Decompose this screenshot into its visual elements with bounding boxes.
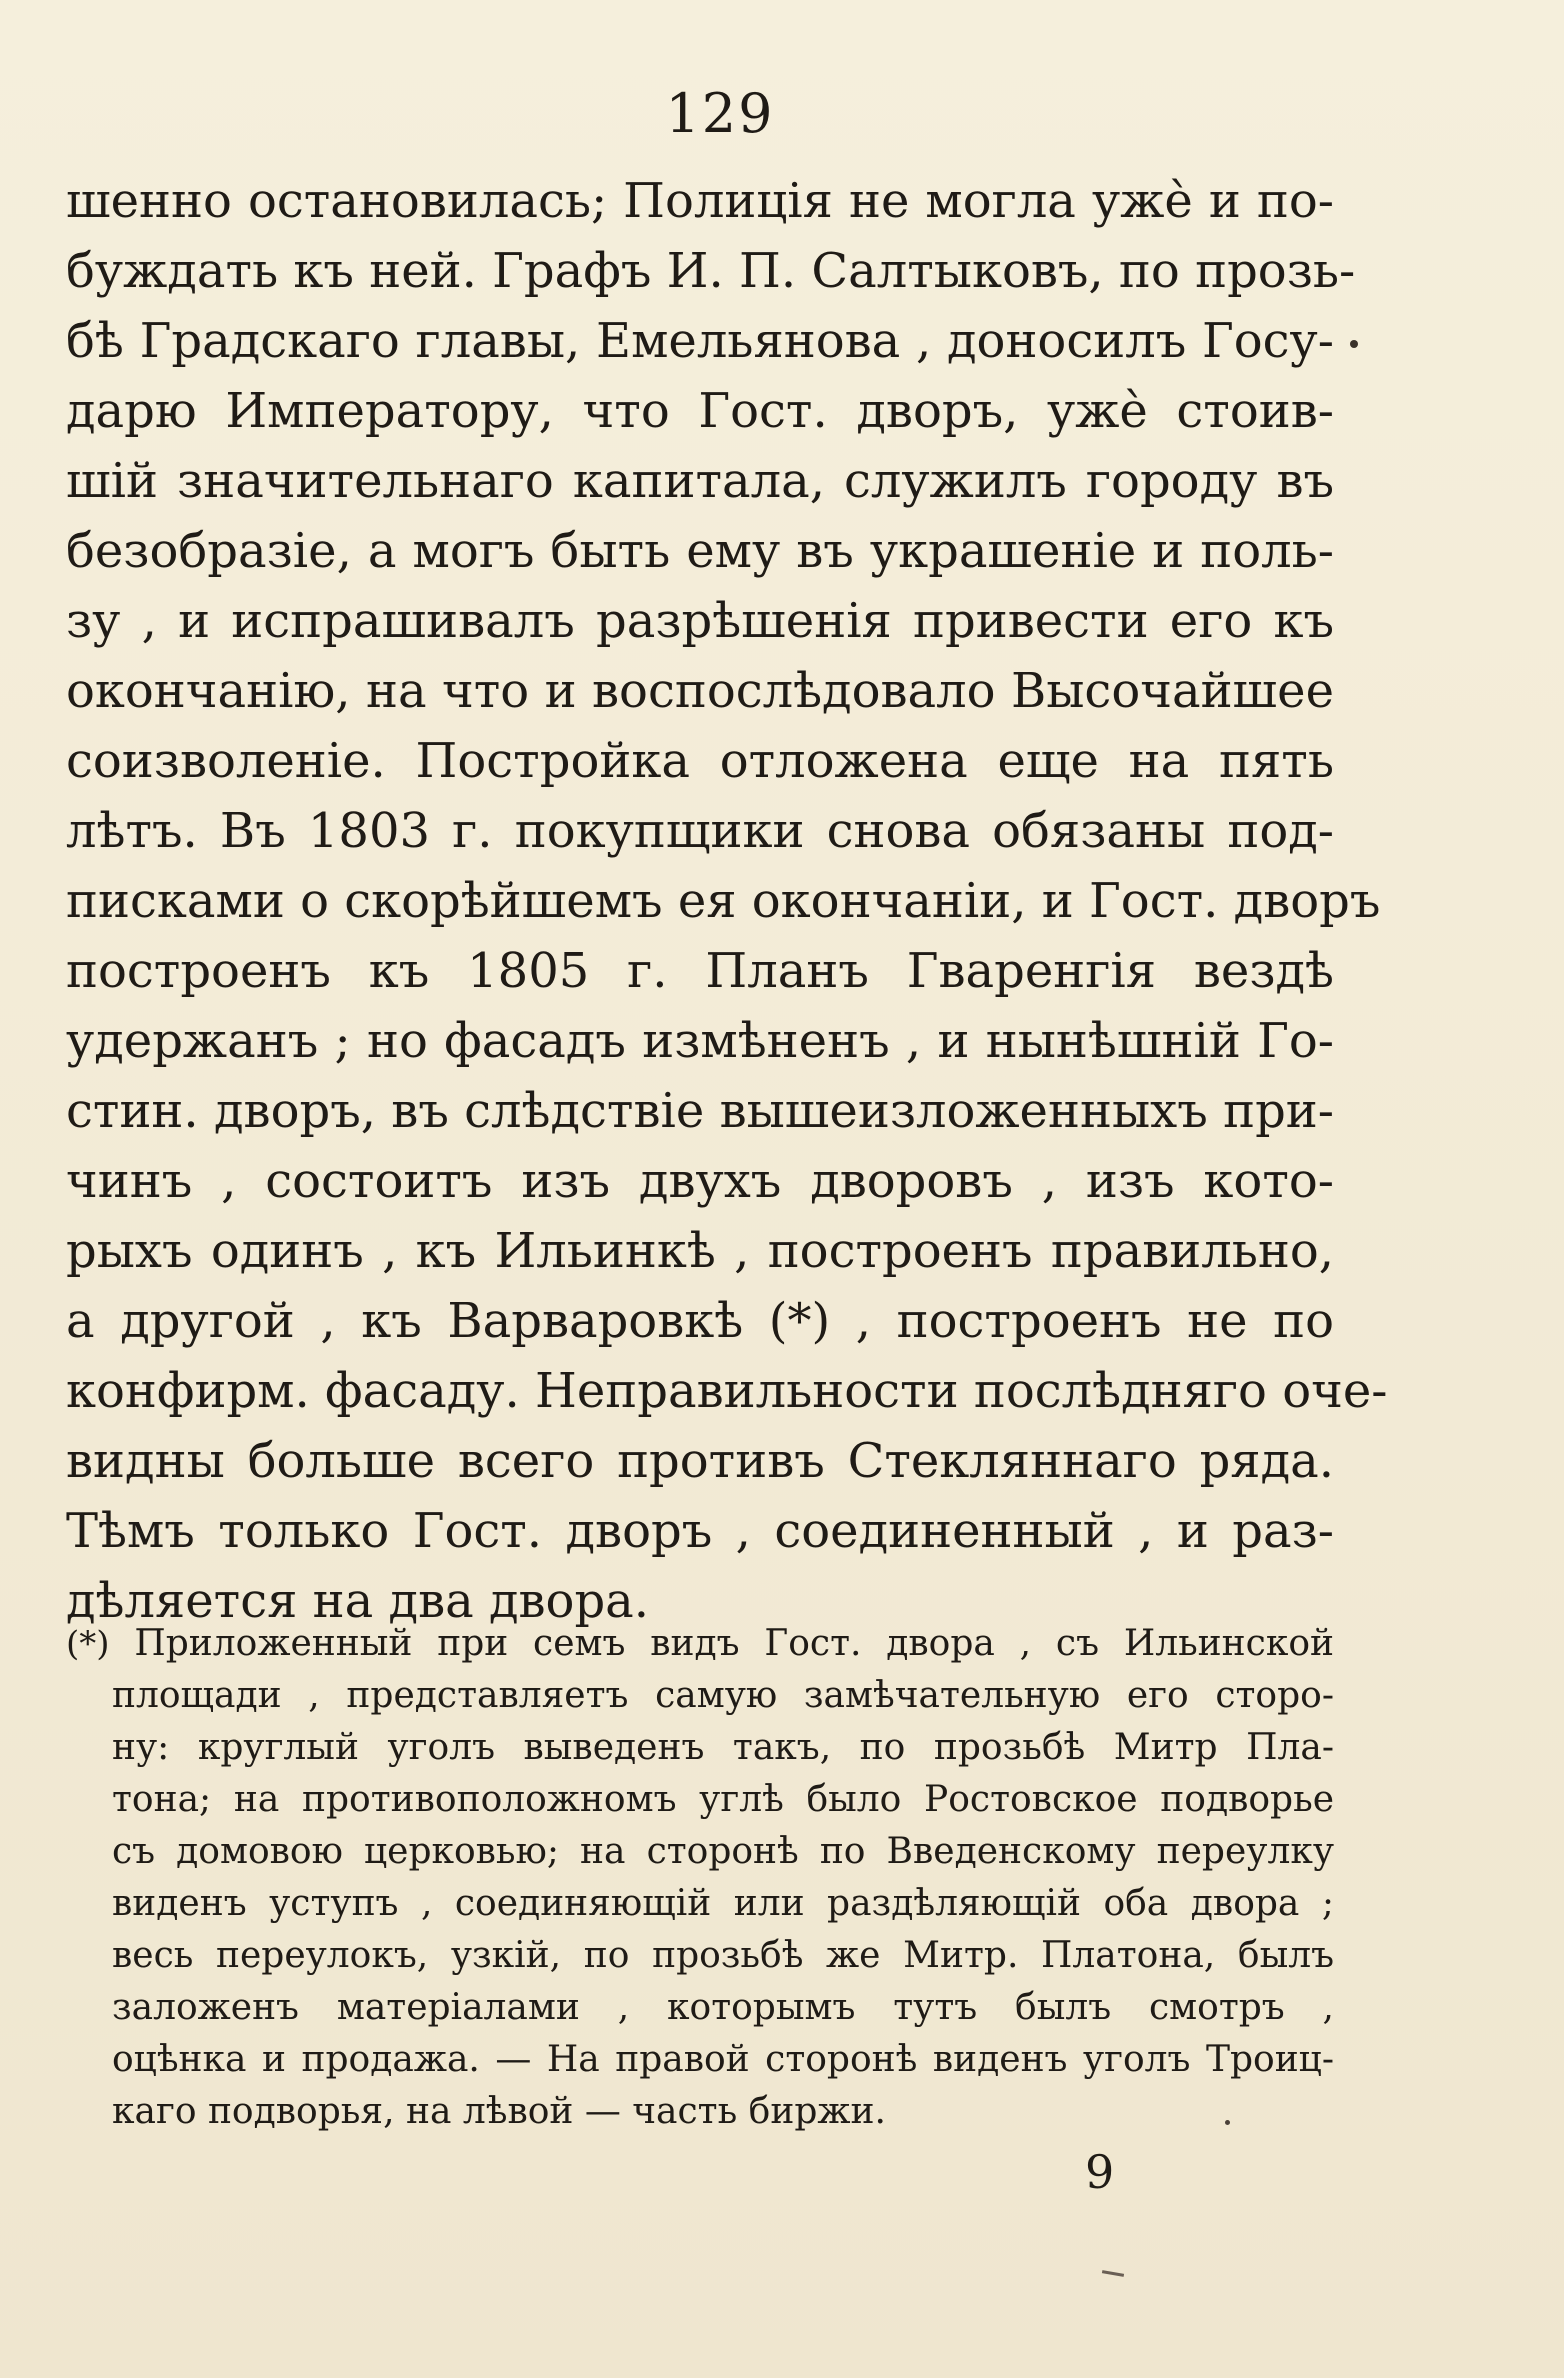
footnote-line: весь переулокъ, узкій, по прозьбѣ же Митр. Платона, былъ [112, 1935, 1334, 1976]
text-line: построенъ къ 1805 г. Планъ Гваренгія вездѣ [66, 943, 1334, 999]
text-line: Тѣмъ только Гост. дворъ , соединенный , и раз- [66, 1503, 1334, 1559]
text-line: окончанію, на что и воспослѣдовало Высочайшее [66, 663, 1334, 719]
main-text-block [66, 166, 1388, 1636]
footnote-line: площади , представляетъ самую замѣчательную его сторо- [112, 1675, 1334, 1716]
footnote-line: оцѣнка и продажа. — На правой сторонѣ виденъ уголъ Троиц- [112, 2039, 1334, 2080]
text-line: шій значительнаго капитала, служилъ городу въ [66, 453, 1334, 509]
footnote-line: съ домовою церковью; на сторонѣ по Введенскому переулку [112, 1831, 1334, 1872]
text-line: рыхъ одинъ , къ Ильинкѣ , построенъ правильно, [66, 1223, 1334, 1279]
page-number: 129 [665, 82, 775, 145]
text-line: конфирм. фасаду. Неправильности послѣдняго оче- [66, 1363, 1388, 1419]
text-line: дарю Императору, что Гост. дворъ, ужѐ стоив- [66, 383, 1334, 439]
footnote-first-text: Приложенный при семъ видъ Гост. двора , съ Ильинской [134, 1623, 1335, 1664]
footnote-line: ну: круглый уголъ выведенъ такъ, по прозьбѣ Митр Пла- [112, 1727, 1334, 1768]
text-line: бѣ Градскаго главы, Емельянова , доносилъ Госу- [66, 313, 1334, 369]
text-line: чинъ , состоитъ изъ двухъ дворовъ , изъ кото- [66, 1153, 1334, 1209]
signature-mark: 9 [1085, 2145, 1115, 2199]
text-line: дѣляется на два двора. [66, 1573, 650, 1629]
footnote-line: виденъ уступъ , соединяющій или раздѣляющій оба двора ; [112, 1883, 1334, 1924]
footnote-first-line [66, 1618, 1334, 1670]
ink-mark [1102, 2270, 1124, 2277]
text-line: соизволеніе. Постройка отложена еще на пять [66, 733, 1334, 789]
text-line: а другой , къ Варваровкѣ (*) , построенъ не по [66, 1293, 1334, 1349]
footnote-marker: (*) [66, 1624, 110, 1664]
footnote-line: тона; на противоположномъ углѣ было Ростовское подворье [112, 1779, 1334, 1820]
text-line: лѣтъ. Въ 1803 г. покупщики снова обязаны под- [66, 803, 1334, 859]
text-line: стин. дворъ, въ слѣдствіе вышеизложенныхъ при- [66, 1083, 1334, 1139]
text-line: видны больше всего противъ Стекляннаго ряда. [66, 1433, 1334, 1489]
text-line: буждать къ ней. Графъ И. П. Салтыковъ, по прозь- [66, 243, 1356, 299]
footnote-line: каго подворья, на лѣвой — часть биржи. [112, 2091, 886, 2132]
text-line: удержанъ ; но фасадъ измѣненъ , и нынѣшній Го- [66, 1013, 1334, 1069]
ink-speck [1350, 340, 1358, 348]
text-line: писками о скорѣйшемъ ея окончаніи, и Гост. дворъ [66, 873, 1381, 929]
text-line: зу , и испрашивалъ разрѣшенія привести его къ [66, 593, 1334, 649]
footnote-line: заложенъ матеріалами , которымъ тутъ былъ смотръ , [112, 1987, 1334, 2028]
ink-speck [1225, 2120, 1230, 2125]
footnote [66, 1618, 1334, 2138]
text-line: безобразіе, а могъ быть ему въ украшеніе и поль- [66, 523, 1334, 579]
text-line: шенно остановилась; Полиція не могла ужѐ и по- [66, 173, 1334, 229]
